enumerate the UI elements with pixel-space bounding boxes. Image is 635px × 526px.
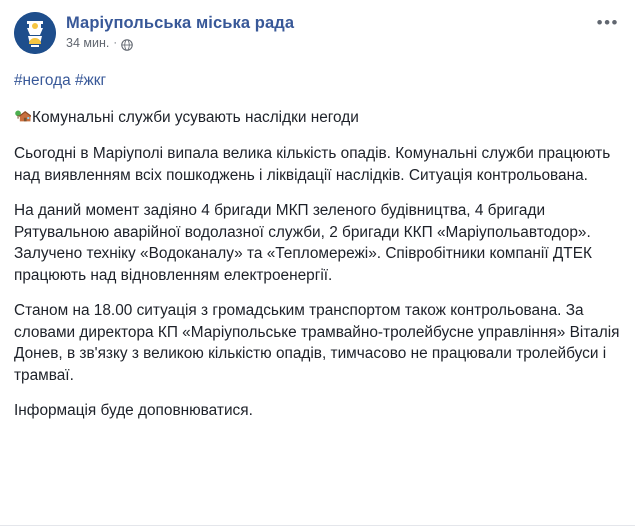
hashtag-list <box>14 70 621 92</box>
meta-separator: · <box>113 37 118 49</box>
header-text <box>66 12 294 51</box>
post-body <box>0 54 635 422</box>
post-paragraph: Інформація буде доповнюватися. <box>14 402 253 419</box>
post-options-button[interactable]: ••• <box>596 13 619 32</box>
house-with-garden-emoji-icon <box>14 108 31 124</box>
hashtag-link-zhkg[interactable]: #жкг <box>74 72 107 89</box>
post-paragraph: Станом на 18.00 ситуація з громадським транспортом також контрольована. За словами директора КП «Маріупольське трамвайно-тролейбусне управління» Віталія Донев, в зв'язку з великою кількістю опадів, тимчасово не працювали тролейбуси і трамваї. <box>14 302 620 384</box>
post-paragraph: На даний момент задіяно 4 бригади МКП зеленого будівництва, 4 бригади Рятувальною аварійної водолазної служби, 2 бригади ККП «Маріупольавтодор». Залучено техніку «Водоканалу» та «Тепломережі». Співробітники компанії ДТЕК працюють над відновленням електроенергії. <box>14 202 592 284</box>
city-coat-of-arms-avatar-icon <box>14 12 56 54</box>
post-headline-text: Комунальні служби усувають наслідки негоди <box>32 108 359 126</box>
globe-icon <box>121 39 133 51</box>
post-paragraph: Сьогодні в Маріуполі випала велика кількість опадів. Комунальні служби працюють над виявленням всіх пошкоджень і ліквідації наслідків. Ситуація контрольована. <box>14 145 611 184</box>
hashtag-link-negoda[interactable]: #негода <box>14 72 71 89</box>
page-name[interactable]: Маріупольська міська рада <box>66 14 295 32</box>
post-meta <box>66 36 294 51</box>
avatar[interactable] <box>14 12 56 54</box>
post-headline <box>14 106 621 129</box>
post-timestamp[interactable]: 34 мин. <box>66 36 110 50</box>
post-header <box>0 0 635 54</box>
